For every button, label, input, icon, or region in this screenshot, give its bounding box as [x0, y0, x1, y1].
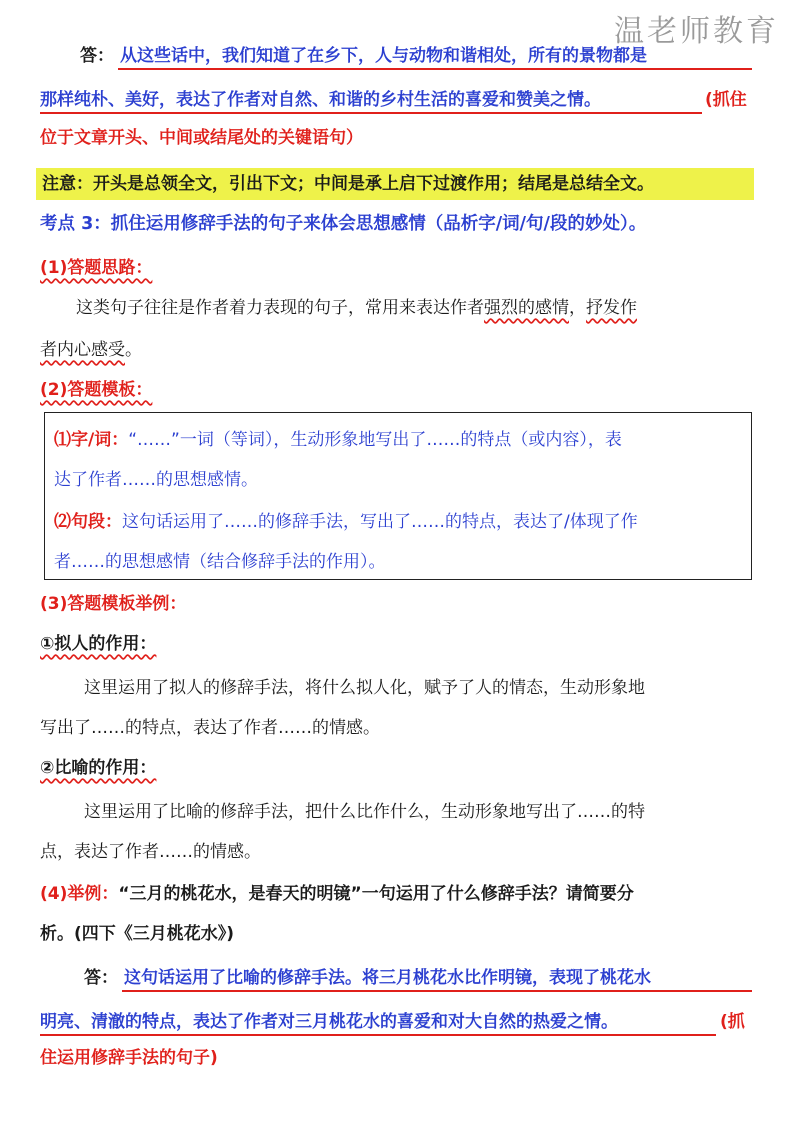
text: 这句话运用了……的修辞手法，写出了……的特点，表达了/体现了作 — [122, 512, 638, 532]
paragraph-line — [76, 296, 637, 320]
answer-line-1: 从这些话中，我们知道了在乡下，人与动物和谐相处，所有的景物都是 — [120, 46, 647, 66]
paragraph-line: 这里运用了拟人的修辞手法，将什么拟人化，赋予了人的情态，生动形象地 — [84, 678, 645, 698]
heading-text: (2)答题模板： — [40, 380, 153, 400]
paragraph-line: 点，表达了作者……的情感。 — [40, 842, 261, 862]
subheading-2 — [40, 378, 152, 402]
underline — [118, 68, 752, 70]
paragraph-line: 写出了……的特点，表达了作者……的情感。 — [40, 718, 380, 738]
text: “三月的桃花水，是春天的明镜”一句运用了什么修辞手法？请简要分 — [118, 884, 634, 904]
example-heading — [40, 756, 156, 780]
label: ⑴字/词： — [54, 430, 129, 450]
example-heading — [40, 632, 156, 656]
paragraph-line: 这里运用了比喻的修辞手法，把什么比作什么，生动形象地写出了……的特 — [84, 802, 645, 822]
note-highlight: 注意：开头是总领全文，引出下文；中间是承上启下过渡作用；结尾是总结全文。 — [36, 168, 754, 200]
template-sentence-line-2: 者……的思想感情（结合修辞手法的作用）。 — [54, 552, 386, 572]
heading-text: (1)答题思路： — [40, 258, 153, 278]
emphasis-text: 者内心感受 — [40, 340, 125, 360]
text: 。 — [125, 340, 142, 360]
template-word-line-1 — [54, 428, 622, 452]
answer-line-2: 那样纯朴、美好，表达了作者对自然、和谐的乡村生活的喜爱和赞美之情。 — [40, 90, 601, 110]
watermark: 温老师教育 — [614, 14, 779, 49]
label: (4)举例： — [40, 884, 119, 904]
label: ⑵句段： — [54, 512, 122, 532]
underline — [122, 990, 752, 992]
section-heading: 考点 3：抓住运用修辞手法的句子来体会思想感情（品析字/词/句/段的妙处）。 — [40, 214, 647, 234]
question-line-2: 析。(四下《三月桃花水》) — [40, 924, 235, 944]
hint-text: (抓 — [720, 1012, 745, 1032]
hint-text: (抓住 — [705, 90, 747, 110]
answer-label: 答： — [84, 968, 118, 988]
hint-text-2: 住运用修辞手法的句子) — [40, 1048, 218, 1068]
answer-line-2: 明亮、清澈的特点，表达了作者对三月桃花水的喜爱和对大自然的热爱之情。 — [40, 1012, 618, 1032]
underline — [40, 1034, 716, 1036]
emphasis-text: 抒发作 — [586, 298, 637, 318]
underline — [40, 112, 702, 114]
paragraph-line — [40, 338, 142, 362]
template-sentence-line-1 — [54, 510, 638, 534]
text: ， — [569, 298, 586, 318]
question-line-1 — [40, 882, 634, 906]
heading-text: ②比喻的作用： — [40, 758, 157, 778]
subheading-3: (3)答题模板举例： — [40, 594, 187, 614]
text: 这类句子往往是作者着力表现的句子，常用来表达作者 — [76, 298, 484, 318]
subheading-1 — [40, 256, 152, 280]
template-word-line-2: 达了作者……的思想感情。 — [54, 470, 258, 490]
answer-label: 答： — [80, 46, 114, 66]
emphasis-text: 强烈的感情 — [484, 298, 569, 318]
hint-text-2: 位于文章开头、中间或结尾处的关键语句） — [40, 128, 363, 148]
heading-text: ①拟人的作用： — [40, 634, 157, 654]
answer-line-1: 这句话运用了比喻的修辞手法。将三月桃花水比作明镜，表现了桃花水 — [124, 968, 651, 988]
text: “……”一词（等词），生动形象地写出了……的特点（或内容），表 — [128, 430, 622, 450]
